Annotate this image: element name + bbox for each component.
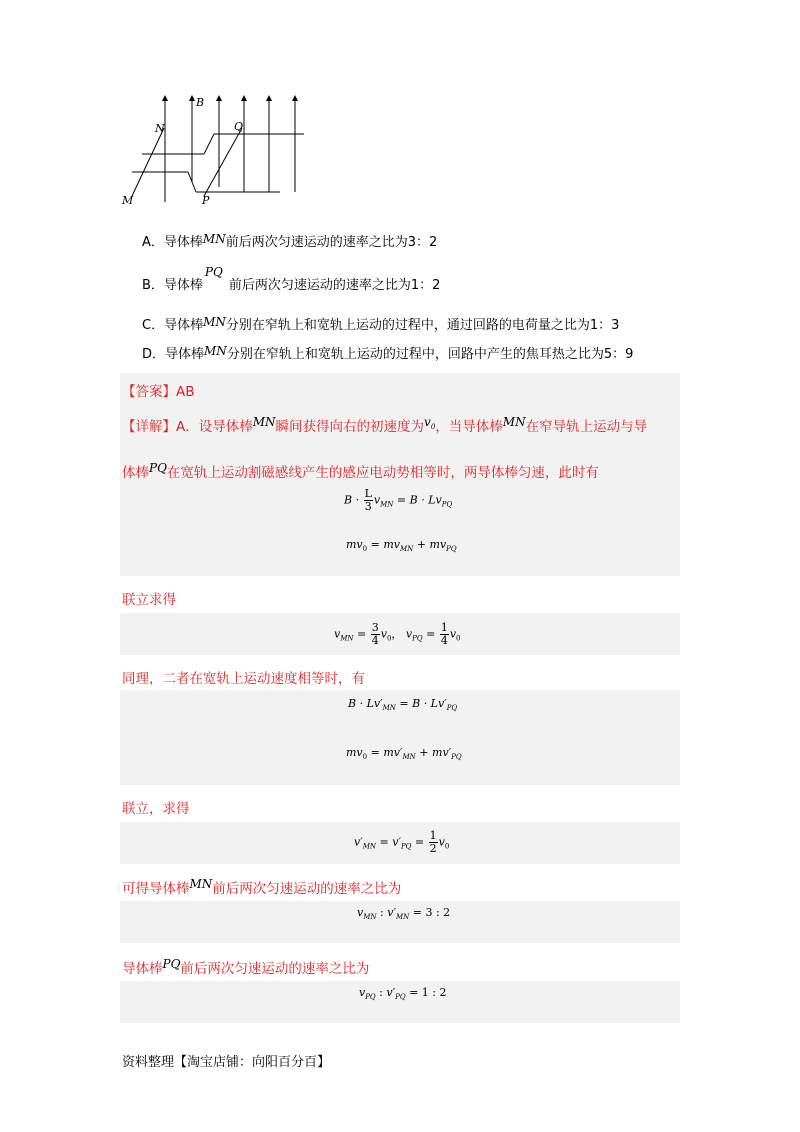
bar-mn — [132, 128, 164, 196]
label-m: M — [122, 194, 134, 207]
equation-2: $mv_0 = mv_{MN} + mv_{PQ}$ — [346, 538, 457, 553]
equation-3: $v_{MN}$ = $\frac{3}{4}$ $v_0$， $v_{PQ}$ = $\frac{1}{4}$ $v_0$ — [334, 621, 461, 647]
text-lianli-1: 联立求得 — [122, 592, 176, 608]
equation-8: $v_{PQ}$ : $v'_{PQ} = 1$ : 2 — [359, 986, 447, 1001]
text-tongli: 同理，二者在宽轨上运动速度相等时，有 — [122, 671, 365, 687]
detail-line-2: 体棒PQ在宽轨上运动割磁感线产生的感应电动势相等时，两导体棒匀速，此时有 — [122, 461, 599, 481]
option-d: D．导体棒MN分别在窄轨上和宽轨上运动的过程中，回路中产生的焦耳热之比为5：9 — [142, 344, 634, 362]
label-p: P — [202, 194, 210, 207]
bar-pq — [204, 128, 242, 196]
text-kede: 可得导体棒MN前后两次匀速运动的速率之比为 — [122, 877, 402, 897]
equation-1: B · $\frac{L}{3}$ $v_{MN} = B \cdot Lv_{PQ}$ — [344, 487, 453, 513]
label-b: B — [196, 96, 205, 109]
label-q: Q — [234, 120, 244, 133]
text-lianli-2: 联立，求得 — [122, 801, 190, 817]
rail-diagram — [118, 92, 318, 212]
option-a: A．导体棒MN前后两次匀速运动的速率之比为3：2 — [142, 232, 438, 250]
equation-4: $B \cdot Lv'_{MN} = B \cdot Lv'_{PQ}$ — [348, 697, 458, 712]
equation-5: $mv_0 = mv'_{MN} + mv'_{PQ}$ — [346, 746, 462, 761]
answer-label: 【答案】AB — [122, 384, 195, 400]
label-n: N — [155, 122, 165, 135]
equation-6: $v'_{MN} = v'_{PQ}$ = $\frac{1}{2}$ $v_0$ — [354, 829, 450, 855]
option-c: C．导体棒MN分别在窄轨上和宽轨上运动的过程中，通过回路的电荷量之比为1：3 — [142, 315, 620, 333]
equation-7: $v_{MN}$ : $v'_{MN} = 3$ : 2 — [357, 906, 451, 921]
option-b: B．导体棒PQ前后两次匀速运动的速率之比为1：2 — [142, 265, 441, 293]
footer-note: 资料整理【淘宝店铺：向阳百分百】 — [122, 1055, 331, 1070]
detail-line-1: 【详解】A．设导体棒MN瞬间获得向右的初速度为$v_0$，当导体棒MN在窄导轨上运动与导 — [122, 415, 648, 435]
text-dtb: 导体棒PQ前后两次匀速运动的速率之比为 — [122, 957, 370, 977]
